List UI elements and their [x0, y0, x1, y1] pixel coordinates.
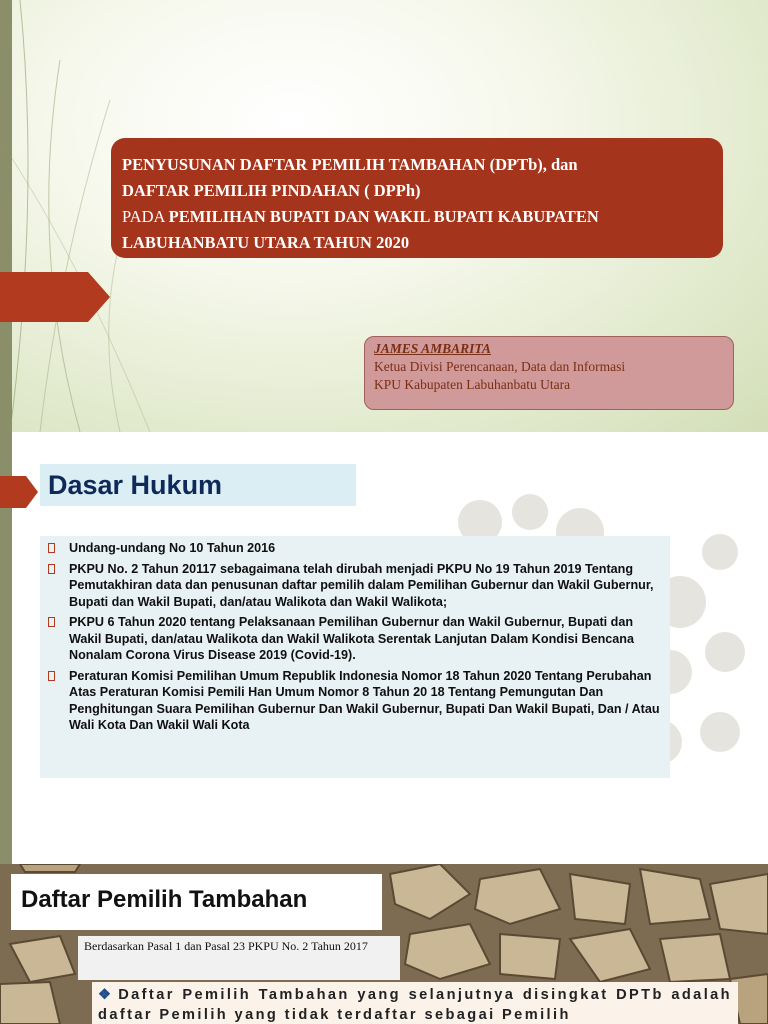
source-note: Berdasarkan Pasal 1 dan Pasal 23 PKPU No. 2 Tahun 2017 — [84, 939, 368, 953]
title-slide — [0, 0, 768, 432]
list-item-text: Peraturan Komisi Pemilihan Umum Republik Indonesia Nomor 18 Tahun 2020 Tentang Perubahan Atas Peraturan Komisi Pemili Han Umum Nomor 8 Tahun 20 18 Tentang Pemungutan Dan Penghitungan Suara Pemilihan Gubernur Dan Wakil Gubernur, Bupati Dan Wakil Bupati, Dan / Atau Wali Kota Dan Wakil Wali Kota — [69, 668, 660, 732]
bullet-icon — [48, 671, 55, 681]
legal-list — [46, 540, 664, 734]
section-heading: Daftar Pemilih Tambahan — [21, 886, 308, 913]
bullet-icon — [48, 543, 55, 553]
definition-text — [98, 985, 732, 1024]
list-item-text: PKPU 6 Tahun 2020 tentang Pelaksanaan Pemilihan Gubernur dan Wakil Gubernur, Bupati dan Wakil Bupati, dan/atau Walikota dan Wakil Walikota Serentak Lanjutan Dalam Kondisi Bencana Nonalam Corona Virus Disease 2019 (Covid-19). — [69, 615, 634, 662]
author-org: KPU Kabupaten Labuhanbatu Utara — [374, 377, 571, 392]
title-line-3 — [122, 204, 713, 230]
red-arrow-shape — [0, 476, 38, 508]
red-arrow-shape — [0, 272, 110, 322]
author-role: Ketua Divisi Perencanaan, Data dan Informasi — [374, 359, 626, 374]
list-item — [46, 540, 664, 557]
section-heading: Dasar Hukum — [48, 470, 223, 500]
title-line-3-prefix: PADA — [122, 207, 169, 226]
diamond-bullet-icon: ❖ — [98, 987, 113, 1003]
title-line-1: PENYUSUNAN DAFTAR PEMILIH TAMBAHAN (DPTb), dan — [122, 155, 578, 174]
section-heading-box — [11, 874, 382, 930]
title-box — [111, 138, 723, 258]
title-line-3-main: PEMILIHAN BUPATI DAN WAKIL BUPATI KABUPATEN — [168, 207, 599, 226]
source-note-box — [78, 936, 400, 980]
list-item — [46, 614, 664, 664]
legal-list-box — [40, 536, 670, 778]
author-name: JAMES AMBARITA — [374, 341, 491, 356]
section-heading-box — [40, 464, 356, 506]
bullet-icon — [48, 564, 55, 574]
title-line-2: DAFTAR PEMILIH PINDAHAN ( DPPh) — [122, 181, 421, 200]
list-item — [46, 561, 664, 611]
legal-basis-slide — [0, 432, 768, 864]
list-item-text: Undang-undang No 10 Tahun 2016 — [69, 541, 276, 555]
title-line-4: LABUHANBATU UTARA TAHUN 2020 — [122, 233, 410, 252]
list-item — [46, 668, 664, 734]
definition-box — [92, 982, 738, 1024]
definition-body: Daftar Pemilih Tambahan yang selanjutnya disingkat DPTb adalah daftar Pemilih yang tidak terdaftar sebagai Pemilih — [98, 987, 732, 1023]
dptb-slide — [0, 864, 768, 1024]
bullet-icon — [48, 617, 55, 627]
list-item-text: PKPU No. 2 Tahun 20117 sebagaimana telah dirubah menjadi PKPU No 19 Tahun 2019 Tentang Pemutakhiran data dan penusunan daftar pemilih dalam Pemilihan Gubernur dan Wakil Gubernur, Bupati dan Wakil Bupati, dan/atau Walikota dan Wakil Walikota; — [69, 561, 654, 609]
author-box — [364, 336, 734, 410]
